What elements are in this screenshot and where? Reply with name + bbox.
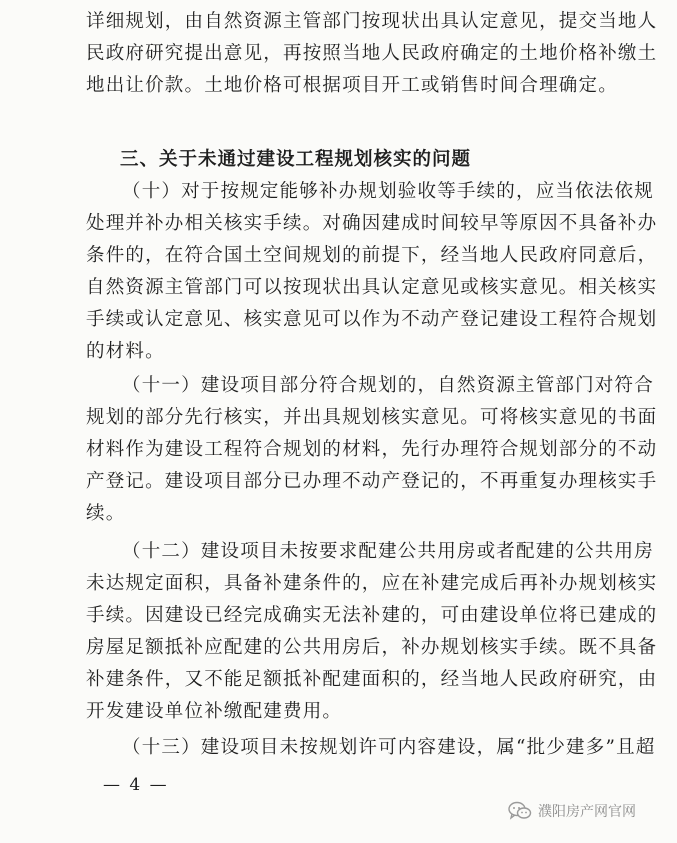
paragraph-1 [86, 6, 658, 102]
watermark [508, 801, 636, 821]
paragraph-13 [86, 732, 656, 764]
text-line: 房屋足额抵补应配建的公共用房后，补办规划核实手续。既不具备 [86, 637, 658, 658]
watermark-text: 濮阳房产网官网 [538, 804, 636, 820]
text-line: （十三）建设项目未按规划许可内容建设，属“批少建多”且超 [122, 737, 656, 758]
text-line: （十一）建设项目部分符合规划的，自然资源主管部门对符合 [122, 375, 654, 396]
text-line: （十二）建设项目未按要求配建公共用房或者配建的公共用房 [122, 541, 654, 562]
page-number: — 4 — [103, 775, 169, 795]
text-line: 补建条件，又不能足额抵补配建面积的，经当地人民政府研究，由 [86, 669, 658, 690]
paragraph-11 [86, 370, 658, 530]
text-line: 条件的，在符合国土空间规划的前提下，经当地人民政府同意后， [86, 245, 658, 266]
text-line: （十）对于按规定能够补办规划验收等手续的，应当依法依规 [122, 181, 654, 202]
wechat-icon [508, 801, 532, 821]
text-line: 材料作为建设工程符合规划的材料，先行办理符合规划部分的不动 [86, 439, 658, 460]
text-line: 的材料。 [86, 341, 165, 362]
text-line: 处理并补办相关核实手续。对确因建成时间较早等原因不具备补办 [86, 213, 658, 234]
text-line: 地出让价款。土地价格可根据项目开工或销售时间合理确定。 [86, 75, 618, 96]
text-line: 民政府研究提出意见，再按照当地人民政府确定的土地价格补缴土 [86, 43, 658, 64]
text-line: 自然资源主管部门可以按现状出具认定意见或核实意见。相关核实 [86, 277, 658, 298]
paragraph-12 [86, 536, 658, 728]
text-line: 续。 [86, 503, 126, 524]
text-line: 未达规定面积，具备补建条件的，应在补建完成后再补办规划核实 [86, 573, 658, 594]
text-line: 开发建设单位补缴配建费用。 [86, 701, 343, 722]
text-line: 详细规划，由自然资源主管部门按现状出具认定意见，提交当地人 [86, 11, 658, 32]
text-line: 手续。因建设已经完成确实无法补建的，可由建设单位将已建成的 [86, 605, 658, 626]
text-line: 产登记。建设项目部分已办理不动产登记的，不再重复办理核实手 [86, 471, 658, 492]
text-line: 手续或认定意见、核实意见可以作为不动产登记建设工程符合规划 [86, 309, 658, 330]
text-line: 规划的部分先行核实，并出具规划核实意见。可将核实意见的书面 [86, 407, 658, 428]
paragraph-10 [86, 176, 658, 368]
section-heading: 三、关于未通过建设工程规划核实的问题 [120, 149, 472, 170]
